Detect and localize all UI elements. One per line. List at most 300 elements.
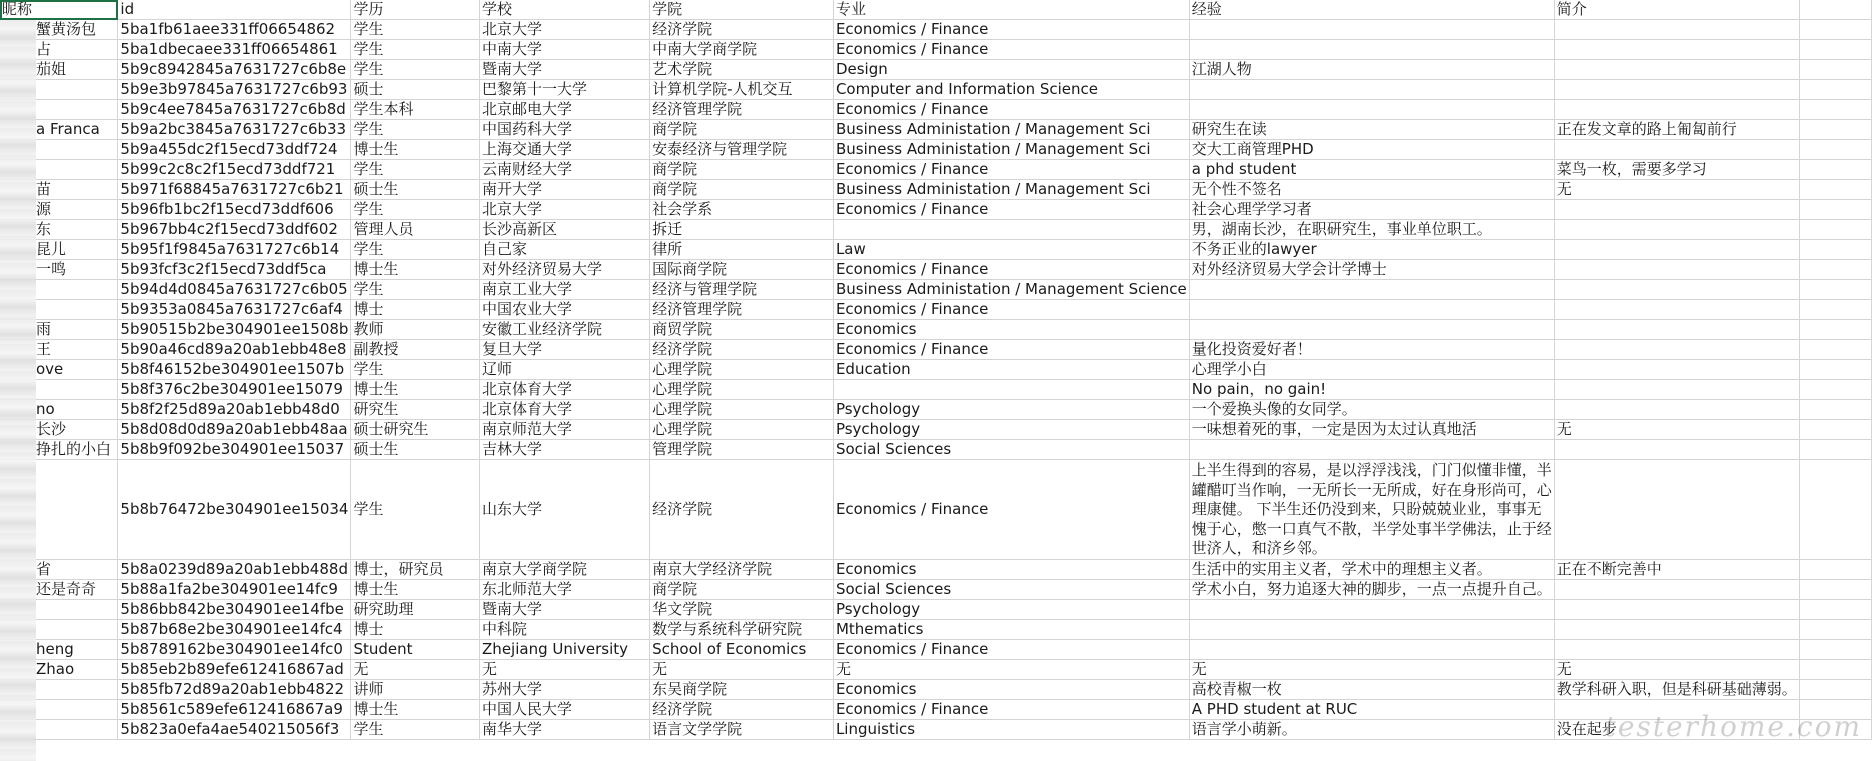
cell-major[interactable]: Economics / Finance xyxy=(833,300,1189,320)
cell-id[interactable]: 5b94d4d0845a7631727c6b05 xyxy=(118,280,351,300)
cell-intro[interactable] xyxy=(1554,320,1799,340)
cell-exp[interactable]: 一个爱换头像的女同学。 xyxy=(1189,400,1554,420)
cell-intro[interactable]: 教学科研入职，但是科研基础薄弱。 xyxy=(1554,679,1799,699)
cell-major[interactable]: Economics xyxy=(833,320,1189,340)
empty-cell[interactable] xyxy=(1799,320,1871,340)
cell-id[interactable]: 5b9c4ee7845a7631727c6b8d xyxy=(118,100,351,120)
cell-nick[interactable]: 长沙 xyxy=(0,420,118,440)
cell-degree[interactable]: 博士，研究员 xyxy=(351,559,480,579)
cell-major[interactable]: Business Administation / Management Science xyxy=(833,280,1189,300)
empty-cell[interactable] xyxy=(1799,120,1871,140)
cell-major[interactable]: Economics xyxy=(833,679,1189,699)
cell-intro[interactable] xyxy=(1554,460,1799,560)
empty-cell[interactable] xyxy=(1799,80,1871,100)
cell-degree[interactable]: 学生 xyxy=(351,160,480,180)
cell-degree[interactable]: 博士 xyxy=(351,619,480,639)
cell-major[interactable]: Economics / Finance xyxy=(833,699,1189,719)
cell-school[interactable]: 长沙高新区 xyxy=(480,220,650,240)
cell-exp[interactable]: 男，湖南长沙，在职研究生，事业单位职工。 xyxy=(1189,220,1554,240)
column-header-intro[interactable]: 简介 xyxy=(1554,0,1799,20)
cell-college[interactable]: 经济管理学院 xyxy=(650,100,834,120)
cell-exp[interactable]: 不务正业的lawyer xyxy=(1189,240,1554,260)
cell-intro[interactable]: 菜鸟一枚，需要多学习 xyxy=(1554,160,1799,180)
empty-cell[interactable] xyxy=(1799,440,1871,460)
cell-id[interactable]: 5b8b76472be304901ee15034 xyxy=(118,460,351,560)
cell-intro[interactable]: 无 xyxy=(1554,420,1799,440)
cell-major[interactable]: Economics / Finance xyxy=(833,260,1189,280)
cell-nick[interactable]: 挣扎的小白 xyxy=(0,440,118,460)
cell-major[interactable]: Economics / Finance xyxy=(833,639,1189,659)
cell-school[interactable]: 暨南大学 xyxy=(480,60,650,80)
cell-degree[interactable]: 副教授 xyxy=(351,340,480,360)
cell-intro[interactable] xyxy=(1554,260,1799,280)
cell-id[interactable]: 5b8f2f25d89a20ab1ebb48d0 xyxy=(118,400,351,420)
cell-school[interactable]: 南京工业大学 xyxy=(480,280,650,300)
cell-degree[interactable]: 学生 xyxy=(351,460,480,560)
cell-id[interactable]: 5b8a0239d89a20ab1ebb488d xyxy=(118,559,351,579)
cell-degree[interactable]: 博士生 xyxy=(351,140,480,160)
cell-exp[interactable] xyxy=(1189,80,1554,100)
table-row xyxy=(0,659,1872,679)
cell-major[interactable]: Economics / Finance xyxy=(833,20,1189,40)
cell-id[interactable]: 5b8561c589efe612416867a9 xyxy=(118,699,351,719)
column-header-degree[interactable]: 学历 xyxy=(351,0,480,20)
cell-degree[interactable]: 教师 xyxy=(351,320,480,340)
cell-id[interactable]: 5b96fb1bc2f15ecd73ddf606 xyxy=(118,200,351,220)
cell-degree[interactable]: 无 xyxy=(351,659,480,679)
cell-exp[interactable] xyxy=(1189,320,1554,340)
cell-college[interactable]: 语言文学学院 xyxy=(650,719,834,739)
cell-intro[interactable] xyxy=(1554,380,1799,400)
cell-nick[interactable]: 王 xyxy=(0,340,118,360)
cell-degree[interactable]: 硕士研究生 xyxy=(351,420,480,440)
cell-major[interactable]: Business Administation / Management Sci xyxy=(833,120,1189,140)
table-row xyxy=(0,360,1872,380)
cell-school[interactable]: 上海交通大学 xyxy=(480,140,650,160)
empty-cell[interactable] xyxy=(1799,340,1871,360)
cell-college[interactable]: 心理学院 xyxy=(650,380,834,400)
cell-id[interactable]: 5ba1fb61aee331ff06654862 xyxy=(118,20,351,40)
column-header-major[interactable]: 专业 xyxy=(833,0,1189,20)
empty-cell[interactable] xyxy=(1799,599,1871,619)
cell-college[interactable]: 艺术学院 xyxy=(650,60,834,80)
cell-id[interactable]: 5b93fcf3c2f15ecd73ddf5ca xyxy=(118,260,351,280)
cell-major[interactable]: Economics / Finance xyxy=(833,160,1189,180)
cell-school[interactable]: 中南大学 xyxy=(480,40,650,60)
cell-school[interactable]: 南华大学 xyxy=(480,719,650,739)
cell-degree[interactable]: 博士生 xyxy=(351,579,480,599)
cell-degree[interactable]: 硕士生 xyxy=(351,180,480,200)
cell-nick[interactable]: 省 xyxy=(0,559,118,579)
cell-college[interactable]: 经济与管理学院 xyxy=(650,280,834,300)
table-row xyxy=(0,140,1872,160)
cell-school[interactable]: 中科院 xyxy=(480,619,650,639)
cell-degree[interactable]: Student xyxy=(351,639,480,659)
cell-major[interactable] xyxy=(833,380,1189,400)
cell-major[interactable]: Psychology xyxy=(833,599,1189,619)
cell-major[interactable]: Economics / Finance xyxy=(833,200,1189,220)
cell-school[interactable]: 北京大学 xyxy=(480,20,650,40)
cell-intro[interactable] xyxy=(1554,440,1799,460)
cell-college[interactable]: 商学院 xyxy=(650,180,834,200)
cell-id[interactable]: 5b95f1f9845a7631727c6b14 xyxy=(118,240,351,260)
cell-exp[interactable]: 对外经济贸易大学会计学博士 xyxy=(1189,260,1554,280)
cell-nick[interactable]: ove xyxy=(0,360,118,380)
cell-exp[interactable]: 语言学小萌新。 xyxy=(1189,719,1554,739)
table-row xyxy=(0,679,1872,699)
cell-intro[interactable] xyxy=(1554,280,1799,300)
empty-cell[interactable] xyxy=(1799,400,1871,420)
cell-nick[interactable]: 蟹黄汤包 xyxy=(0,20,118,40)
cell-intro[interactable] xyxy=(1554,40,1799,60)
cell-intro[interactable] xyxy=(1554,140,1799,160)
cell-exp[interactable] xyxy=(1189,300,1554,320)
empty-cell[interactable] xyxy=(1799,420,1871,440)
cell-exp[interactable]: No pain，no gain! xyxy=(1189,380,1554,400)
cell-major[interactable]: Social Sciences xyxy=(833,440,1189,460)
cell-school[interactable]: 吉林大学 xyxy=(480,440,650,460)
empty-cell[interactable] xyxy=(1799,160,1871,180)
cell-school[interactable]: 安徽工业经济学院 xyxy=(480,320,650,340)
cell-nick[interactable]: 源 xyxy=(0,200,118,220)
cell-school[interactable]: 无 xyxy=(480,659,650,679)
cell-major[interactable]: Computer and Information Science xyxy=(833,80,1189,100)
cell-college[interactable]: 商学院 xyxy=(650,120,834,140)
cell-degree[interactable]: 学生 xyxy=(351,20,480,40)
cell-id[interactable]: 5b87b68e2be304901ee14fc4 xyxy=(118,619,351,639)
empty-cell[interactable] xyxy=(1799,559,1871,579)
cell-college[interactable]: 东吴商学院 xyxy=(650,679,834,699)
cell-major[interactable]: Economics / Finance xyxy=(833,100,1189,120)
cell-exp[interactable] xyxy=(1189,619,1554,639)
cell-nick[interactable]: 一鸣 xyxy=(0,260,118,280)
cell-college[interactable]: 经济学院 xyxy=(650,20,834,40)
empty-cell[interactable] xyxy=(1799,300,1871,320)
empty-cell[interactable] xyxy=(1799,380,1871,400)
cell-exp[interactable]: 高校青椒一枚 xyxy=(1189,679,1554,699)
cell-exp[interactable] xyxy=(1189,440,1554,460)
cell-nick[interactable]: 占 xyxy=(0,40,118,60)
cell-degree[interactable]: 学生 xyxy=(351,360,480,380)
cell-exp[interactable]: A PHD student at RUC xyxy=(1189,699,1554,719)
cell-school[interactable]: 中国药科大学 xyxy=(480,120,650,140)
cell-intro[interactable] xyxy=(1554,100,1799,120)
table-row xyxy=(0,579,1872,599)
cell-school[interactable]: 北京邮电大学 xyxy=(480,100,650,120)
empty-cell[interactable] xyxy=(1799,200,1871,220)
cell-intro[interactable] xyxy=(1554,340,1799,360)
cell-id[interactable]: 5b9e3b97845a7631727c6b93 xyxy=(118,80,351,100)
cell-intro[interactable] xyxy=(1554,200,1799,220)
cell-college[interactable]: 律所 xyxy=(650,240,834,260)
cell-exp[interactable] xyxy=(1189,20,1554,40)
empty-cell[interactable] xyxy=(1799,659,1871,679)
cell-nick[interactable]: 昆儿 xyxy=(0,240,118,260)
cell-degree[interactable]: 讲师 xyxy=(351,679,480,699)
cell-school[interactable]: 山东大学 xyxy=(480,460,650,560)
cell-intro[interactable] xyxy=(1554,80,1799,100)
cell-major[interactable]: Linguistics xyxy=(833,719,1189,739)
cell-id[interactable]: 5b8f46152be304901ee1507b xyxy=(118,360,351,380)
table-row xyxy=(0,180,1872,200)
cell-degree[interactable]: 博士生 xyxy=(351,380,480,400)
cell-id[interactable]: 5b967bb4c2f15ecd73ddf602 xyxy=(118,220,351,240)
cell-school[interactable]: 东北师范大学 xyxy=(480,579,650,599)
empty-cell[interactable] xyxy=(1799,100,1871,120)
cell-nick[interactable]: 东 xyxy=(0,220,118,240)
cell-degree[interactable]: 博士生 xyxy=(351,699,480,719)
cell-degree[interactable]: 博士 xyxy=(351,300,480,320)
cell-college[interactable]: 中南大学商学院 xyxy=(650,40,834,60)
empty-cell[interactable] xyxy=(1799,40,1871,60)
cell-nick[interactable]: Zhao xyxy=(0,659,118,679)
cell-college[interactable]: 计算机学院-人机交互 xyxy=(650,80,834,100)
cell-id[interactable]: 5b88a1fa2be304901ee14fc9 xyxy=(118,579,351,599)
cell-college[interactable]: 经济学院 xyxy=(650,340,834,360)
cell-exp[interactable]: 学术小白，努力追逐大神的脚步，一点一点提升自己。 xyxy=(1189,579,1554,599)
column-header-school[interactable]: 学校 xyxy=(480,0,650,20)
cell-school[interactable]: 北京体育大学 xyxy=(480,380,650,400)
cell-id[interactable]: 5b8789162be304901ee14fc0 xyxy=(118,639,351,659)
cell-college[interactable]: 南京大学经济学院 xyxy=(650,559,834,579)
cell-exp[interactable] xyxy=(1189,639,1554,659)
cell-school[interactable]: 南开大学 xyxy=(480,180,650,200)
cell-major[interactable]: 无 xyxy=(833,659,1189,679)
cell-exp[interactable]: 交大工商管理PHD xyxy=(1189,140,1554,160)
cell-college[interactable]: 数学与系统科学研究院 xyxy=(650,619,834,639)
watermark: testerhome.com xyxy=(1604,710,1862,743)
cell-college[interactable]: 拆迁 xyxy=(650,220,834,240)
cell-intro[interactable] xyxy=(1554,220,1799,240)
cell-college[interactable]: 管理学院 xyxy=(650,440,834,460)
empty-cell[interactable] xyxy=(1799,60,1871,80)
cell-school[interactable]: 自己家 xyxy=(480,240,650,260)
cell-college[interactable]: 安泰经济与管理学院 xyxy=(650,140,834,160)
cell-exp[interactable]: 江湖人物 xyxy=(1189,60,1554,80)
cell-exp[interactable]: 无 xyxy=(1189,659,1554,679)
cell-college[interactable]: 社会学系 xyxy=(650,200,834,220)
cell-degree[interactable]: 学生 xyxy=(351,240,480,260)
cell-school[interactable]: 苏州大学 xyxy=(480,679,650,699)
table-row xyxy=(0,80,1872,100)
cell-intro[interactable] xyxy=(1554,619,1799,639)
cell-school[interactable]: 北京大学 xyxy=(480,200,650,220)
column-header-college[interactable]: 学院 xyxy=(650,0,834,20)
table-row xyxy=(0,639,1872,659)
empty-cell[interactable] xyxy=(1799,639,1871,659)
cell-intro[interactable] xyxy=(1554,20,1799,40)
cell-school[interactable]: 中国人民大学 xyxy=(480,699,650,719)
cell-major[interactable]: Business Administation / Management Sci xyxy=(833,140,1189,160)
cell-intro[interactable] xyxy=(1554,360,1799,380)
cell-exp[interactable]: 研究生在读 xyxy=(1189,120,1554,140)
table-row xyxy=(0,699,1872,719)
cell-major[interactable]: Economics / Finance xyxy=(833,40,1189,60)
table-row xyxy=(0,719,1872,739)
table-row xyxy=(0,160,1872,180)
cell-degree[interactable]: 博士生 xyxy=(351,260,480,280)
cell-degree[interactable]: 学生 xyxy=(351,280,480,300)
cell-school[interactable]: 北京体育大学 xyxy=(480,400,650,420)
cell-college[interactable]: 经济学院 xyxy=(650,699,834,719)
cell-exp[interactable]: 一味想着死的事，一定是因为太过认真地活 xyxy=(1189,420,1554,440)
cell-major[interactable]: Psychology xyxy=(833,400,1189,420)
cell-school[interactable]: 对外经济贸易大学 xyxy=(480,260,650,280)
cell-degree[interactable]: 学生 xyxy=(351,200,480,220)
cell-major[interactable]: Economics / Finance xyxy=(833,340,1189,360)
table-row xyxy=(0,340,1872,360)
cell-school[interactable]: 南京师范大学 xyxy=(480,420,650,440)
cell-intro[interactable] xyxy=(1554,639,1799,659)
cell-intro[interactable]: 无 xyxy=(1554,180,1799,200)
cell-degree[interactable]: 学生 xyxy=(351,120,480,140)
table-row xyxy=(0,280,1872,300)
cell-intro[interactable] xyxy=(1554,60,1799,80)
cell-intro[interactable] xyxy=(1554,599,1799,619)
empty-cell[interactable] xyxy=(1799,0,1871,20)
cell-major[interactable]: Business Administation / Management Sci xyxy=(833,180,1189,200)
cell-id[interactable]: 5b8d08d0d89a20ab1ebb48aa xyxy=(118,420,351,440)
column-header-nick[interactable]: 昵称 xyxy=(0,0,118,20)
cell-nick[interactable]: a Franca xyxy=(0,120,118,140)
cell-intro[interactable] xyxy=(1554,300,1799,320)
table-row xyxy=(0,420,1872,440)
cell-id[interactable]: 5b85eb2b89efe612416867ad xyxy=(118,659,351,679)
cell-school[interactable]: 中国农业大学 xyxy=(480,300,650,320)
cell-intro[interactable]: 无 xyxy=(1554,659,1799,679)
empty-cell[interactable] xyxy=(1799,360,1871,380)
cell-id[interactable]: 5b971f68845a7631727c6b21 xyxy=(118,180,351,200)
cell-exp[interactable]: 心理学小白 xyxy=(1189,360,1554,380)
cell-nick[interactable]: 苗 xyxy=(0,180,118,200)
cell-college[interactable]: 商学院 xyxy=(650,579,834,599)
cell-exp[interactable]: 生活中的实用主义者，学术中的理想主义者。 xyxy=(1189,559,1554,579)
cell-degree[interactable]: 学生 xyxy=(351,40,480,60)
cell-major[interactable]: Social Sciences xyxy=(833,579,1189,599)
cell-id[interactable]: 5b90a46cd89a20ab1ebb48e8 xyxy=(118,340,351,360)
cell-college[interactable]: 心理学院 xyxy=(650,360,834,380)
cell-intro[interactable] xyxy=(1554,579,1799,599)
empty-cell[interactable] xyxy=(1799,619,1871,639)
cell-id[interactable]: 5b90515b2be304901ee1508b xyxy=(118,320,351,340)
cell-intro[interactable] xyxy=(1554,400,1799,420)
table-row xyxy=(0,120,1872,140)
cell-degree[interactable]: 硕士 xyxy=(351,80,480,100)
column-header-id[interactable]: id xyxy=(118,0,351,20)
cell-major[interactable]: Economics xyxy=(833,559,1189,579)
table-row xyxy=(0,40,1872,60)
table-row xyxy=(0,300,1872,320)
cell-major[interactable]: Psychology xyxy=(833,420,1189,440)
cell-id[interactable]: 5b8b9f092be304901ee15037 xyxy=(118,440,351,460)
cell-school[interactable]: 复旦大学 xyxy=(480,340,650,360)
cell-college[interactable]: 商贸学院 xyxy=(650,320,834,340)
empty-cell[interactable] xyxy=(1799,240,1871,260)
empty-cell[interactable] xyxy=(1799,140,1871,160)
empty-cell[interactable] xyxy=(1799,460,1871,560)
cell-major[interactable] xyxy=(833,220,1189,240)
cell-id[interactable]: 5b8f376c2be304901ee15079 xyxy=(118,380,351,400)
cell-college[interactable]: 商学院 xyxy=(650,160,834,180)
cell-intro[interactable]: 正在发文章的路上匍匐前行 xyxy=(1554,120,1799,140)
table-row xyxy=(0,220,1872,240)
cell-major[interactable]: Mthematics xyxy=(833,619,1189,639)
cell-nick[interactable]: 还是奇奇 xyxy=(0,579,118,599)
cell-school[interactable]: 巴黎第十一大学 xyxy=(480,80,650,100)
cell-exp[interactable] xyxy=(1189,100,1554,120)
cell-college[interactable]: 心理学院 xyxy=(650,400,834,420)
cell-intro[interactable] xyxy=(1554,240,1799,260)
cell-school[interactable]: 辽师 xyxy=(480,360,650,380)
cell-school[interactable]: 南京大学商学院 xyxy=(480,559,650,579)
empty-cell[interactable] xyxy=(1799,260,1871,280)
cell-school[interactable]: 云南财经大学 xyxy=(480,160,650,180)
empty-cell[interactable] xyxy=(1799,220,1871,240)
empty-cell[interactable] xyxy=(1799,579,1871,599)
cell-degree[interactable]: 学生 xyxy=(351,719,480,739)
cell-id[interactable]: 5b9a455dc2f15ecd73ddf724 xyxy=(118,140,351,160)
cell-id[interactable]: 5b85fb72d89a20ab1ebb4822 xyxy=(118,679,351,699)
cell-major[interactable]: Law xyxy=(833,240,1189,260)
cell-nick[interactable]: no xyxy=(0,400,118,420)
cell-major[interactable]: Education xyxy=(833,360,1189,380)
cell-nick[interactable]: heng xyxy=(0,639,118,659)
cell-school[interactable]: Zhejiang University xyxy=(480,639,650,659)
cell-degree[interactable]: 硕士生 xyxy=(351,440,480,460)
empty-cell[interactable] xyxy=(1799,280,1871,300)
cell-college[interactable]: 无 xyxy=(650,659,834,679)
cell-degree[interactable]: 学生本科 xyxy=(351,100,480,120)
cell-college[interactable]: 经济学院 xyxy=(650,460,834,560)
cell-nick[interactable]: 茄姐 xyxy=(0,60,118,80)
cell-exp[interactable]: 量化投资爱好者！ xyxy=(1189,340,1554,360)
cell-degree[interactable]: 研究助理 xyxy=(351,599,480,619)
cell-exp[interactable] xyxy=(1189,280,1554,300)
cell-college[interactable]: School of Economics xyxy=(650,639,834,659)
cell-college[interactable]: 国际商学院 xyxy=(650,260,834,280)
cell-degree[interactable]: 管理人员 xyxy=(351,220,480,240)
cell-id[interactable]: 5b9c8942845a7631727c6b8e xyxy=(118,60,351,80)
empty-cell[interactable] xyxy=(1799,180,1871,200)
cell-id[interactable]: 5ba1dbecaee331ff06654861 xyxy=(118,40,351,60)
cell-college[interactable]: 华文学院 xyxy=(650,599,834,619)
cell-exp[interactable]: 无个性不签名 xyxy=(1189,180,1554,200)
cell-id[interactable]: 5b9a2bc3845a7631727c6b33 xyxy=(118,120,351,140)
cell-id[interactable]: 5b823a0efa4ae540215056f3 xyxy=(118,719,351,739)
cell-exp[interactable] xyxy=(1189,599,1554,619)
column-header-exp[interactable]: 经验 xyxy=(1189,0,1554,20)
cell-major[interactable]: Economics / Finance xyxy=(833,460,1189,560)
cell-id[interactable]: 5b86bb842be304901ee14fbe xyxy=(118,599,351,619)
cell-major[interactable]: Design xyxy=(833,60,1189,80)
empty-cell[interactable] xyxy=(1799,20,1871,40)
cell-degree[interactable]: 学生 xyxy=(351,60,480,80)
empty-cell[interactable] xyxy=(1799,679,1871,699)
cell-exp[interactable] xyxy=(1189,40,1554,60)
cell-id[interactable]: 5b9353a0845a7631727c6af4 xyxy=(118,300,351,320)
cell-college[interactable]: 心理学院 xyxy=(650,420,834,440)
cell-school[interactable]: 暨南大学 xyxy=(480,599,650,619)
cell-exp[interactable]: a phd student xyxy=(1189,160,1554,180)
cell-intro[interactable]: 没在起步 xyxy=(1554,719,1799,739)
cell-college[interactable]: 经济管理学院 xyxy=(650,300,834,320)
cell-exp[interactable]: 社会心理学学习者 xyxy=(1189,200,1554,220)
cell-degree[interactable]: 研究生 xyxy=(351,400,480,420)
cell-exp[interactable]: 上半生得到的容易，是以浮浮浅浅，门门似懂非懂，半罐醋叮当作响，一无所长一无所成，好在身形尚可，心理康健。 下半生还仍没到来，只盼兢兢业业，事事无愧于心，憋一口真气不散，半学处事半学佛法，止于经世济人，和济乡邻。 xyxy=(1189,460,1554,560)
cell-nick[interactable]: 雨 xyxy=(0,320,118,340)
cell-id[interactable]: 5b99c2c8c2f15ecd73ddf721 xyxy=(118,160,351,180)
cell-intro[interactable]: 正在不断完善中 xyxy=(1554,559,1799,579)
